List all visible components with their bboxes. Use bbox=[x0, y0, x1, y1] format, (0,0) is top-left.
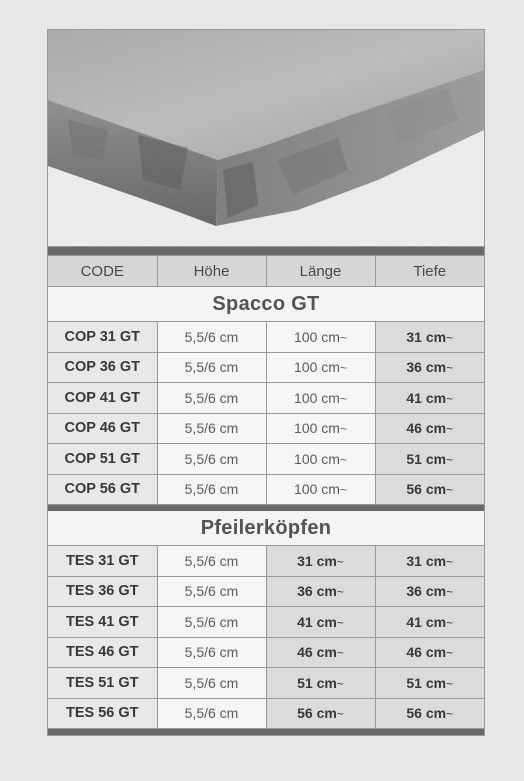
section-title-row bbox=[48, 287, 484, 322]
cell-hoehe-value: 5,5/6 cm bbox=[184, 644, 239, 661]
section-pfeilerkoepfen bbox=[48, 511, 484, 729]
table-row bbox=[48, 352, 484, 383]
stone-coping-photo bbox=[48, 30, 484, 247]
table-row bbox=[48, 322, 484, 353]
cell-laenge bbox=[266, 413, 375, 444]
cell-tiefe bbox=[375, 698, 484, 729]
table-row bbox=[48, 444, 484, 475]
cell-hoehe bbox=[157, 444, 266, 475]
dimensions-table bbox=[48, 255, 484, 505]
cell-code-value: COP 41 GT bbox=[64, 389, 140, 406]
cell-tiefe-value: 31 cm bbox=[406, 328, 447, 345]
cell-tiefe bbox=[375, 352, 484, 383]
cell-laenge bbox=[266, 607, 375, 638]
cell-tiefe-value: 46 cm bbox=[406, 644, 447, 661]
cell-hoehe bbox=[157, 668, 266, 699]
cell-hoehe bbox=[157, 413, 266, 444]
cell-tiefe-value: 56 cm bbox=[406, 705, 447, 722]
cell-laenge-value: 56 cm bbox=[297, 705, 337, 722]
approx-symbol: ~ bbox=[336, 554, 344, 569]
header-divider bbox=[48, 247, 484, 255]
cell-code bbox=[48, 352, 157, 383]
header-hoehe: Höhe bbox=[157, 256, 266, 287]
cell-hoehe-value: 5,5/6 cm bbox=[184, 450, 239, 467]
cell-laenge bbox=[266, 444, 375, 475]
cell-hoehe bbox=[157, 474, 266, 505]
approx-symbol: ~ bbox=[446, 361, 454, 376]
cell-tiefe bbox=[375, 413, 484, 444]
cell-code-value: TES 41 GT bbox=[65, 613, 139, 630]
cell-tiefe bbox=[375, 474, 484, 505]
cell-hoehe bbox=[157, 576, 266, 607]
approx-symbol: ~ bbox=[339, 422, 347, 437]
header-code: CODE bbox=[48, 256, 157, 287]
cell-tiefe-value: 56 cm bbox=[406, 481, 447, 498]
cell-hoehe bbox=[157, 546, 266, 577]
cell-laenge bbox=[266, 352, 375, 383]
cell-code bbox=[48, 322, 157, 353]
cell-laenge-value: 51 cm bbox=[297, 674, 337, 691]
cell-tiefe bbox=[375, 668, 484, 699]
cell-hoehe bbox=[157, 698, 266, 729]
cell-laenge bbox=[266, 668, 375, 699]
cell-hoehe bbox=[157, 322, 266, 353]
cell-tiefe-value: 36 cm bbox=[406, 583, 447, 600]
cell-laenge bbox=[266, 383, 375, 414]
cell-code-value: TES 56 GT bbox=[65, 705, 139, 722]
section-title: Spacco GT bbox=[48, 287, 484, 322]
header-tiefe: Tiefe bbox=[375, 256, 484, 287]
table-row bbox=[48, 698, 484, 729]
cell-hoehe-value: 5,5/6 cm bbox=[184, 613, 239, 630]
cell-code bbox=[48, 383, 157, 414]
approx-symbol: ~ bbox=[446, 422, 454, 437]
cell-tiefe-value: 51 cm bbox=[406, 674, 447, 691]
cell-laenge-value: 100 cm bbox=[294, 328, 340, 345]
cell-laenge-value: 100 cm bbox=[294, 420, 340, 437]
section-spacco bbox=[48, 287, 484, 505]
cell-tiefe-value: 51 cm bbox=[406, 450, 447, 467]
approx-symbol: ~ bbox=[446, 554, 454, 569]
cell-tiefe bbox=[375, 444, 484, 475]
approx-symbol: ~ bbox=[339, 391, 347, 406]
approx-symbol: ~ bbox=[339, 483, 347, 498]
approx-symbol: ~ bbox=[446, 646, 454, 661]
cell-hoehe-value: 5,5/6 cm bbox=[184, 389, 239, 406]
cell-code-value: COP 51 GT bbox=[64, 450, 140, 467]
cell-laenge bbox=[266, 474, 375, 505]
approx-symbol: ~ bbox=[446, 585, 454, 600]
cell-tiefe-value: 36 cm bbox=[406, 359, 447, 376]
cell-code bbox=[48, 698, 157, 729]
cell-code bbox=[48, 546, 157, 577]
cell-hoehe bbox=[157, 383, 266, 414]
cell-hoehe-value: 5,5/6 cm bbox=[184, 705, 239, 722]
approx-symbol: ~ bbox=[446, 676, 454, 691]
table-row bbox=[48, 576, 484, 607]
cell-laenge-value: 41 cm bbox=[297, 613, 337, 630]
cell-code bbox=[48, 576, 157, 607]
cell-hoehe-value: 5,5/6 cm bbox=[184, 674, 239, 691]
footer-divider bbox=[48, 729, 484, 735]
cell-code-value: COP 36 GT bbox=[64, 359, 140, 376]
cell-tiefe bbox=[375, 637, 484, 668]
product-sheet bbox=[47, 29, 485, 736]
cell-hoehe bbox=[157, 607, 266, 638]
cell-laenge-value: 46 cm bbox=[297, 644, 337, 661]
cell-code bbox=[48, 444, 157, 475]
cell-hoehe-value: 5,5/6 cm bbox=[184, 328, 239, 345]
cell-laenge bbox=[266, 576, 375, 607]
table-header-row bbox=[48, 256, 484, 287]
cell-code bbox=[48, 668, 157, 699]
cell-code bbox=[48, 413, 157, 444]
cell-code-value: TES 51 GT bbox=[65, 674, 139, 691]
section-title-row bbox=[48, 511, 484, 546]
cell-laenge-value: 36 cm bbox=[297, 583, 337, 600]
approx-symbol: ~ bbox=[336, 646, 344, 661]
approx-symbol: ~ bbox=[336, 676, 344, 691]
table-row bbox=[48, 383, 484, 414]
cell-code bbox=[48, 607, 157, 638]
table-row bbox=[48, 413, 484, 444]
cell-hoehe-value: 5,5/6 cm bbox=[184, 481, 239, 498]
cell-hoehe-value: 5,5/6 cm bbox=[184, 583, 239, 600]
header-laenge: Länge bbox=[266, 256, 375, 287]
table-row bbox=[48, 546, 484, 577]
cell-code-value: COP 56 GT bbox=[64, 481, 140, 498]
cell-tiefe-value: 31 cm bbox=[406, 552, 447, 569]
cell-laenge-value: 100 cm bbox=[294, 389, 340, 406]
cell-hoehe-value: 5,5/6 cm bbox=[184, 552, 239, 569]
approx-symbol: ~ bbox=[336, 707, 344, 722]
table-row bbox=[48, 668, 484, 699]
cell-tiefe bbox=[375, 576, 484, 607]
cell-code bbox=[48, 474, 157, 505]
cell-laenge bbox=[266, 698, 375, 729]
cell-code-value: TES 31 GT bbox=[65, 552, 139, 569]
cell-laenge-value: 100 cm bbox=[294, 481, 340, 498]
cell-code-value: COP 31 GT bbox=[64, 328, 140, 345]
approx-symbol: ~ bbox=[336, 585, 344, 600]
cell-tiefe bbox=[375, 383, 484, 414]
cell-tiefe bbox=[375, 546, 484, 577]
table-row bbox=[48, 607, 484, 638]
table-row bbox=[48, 637, 484, 668]
approx-symbol: ~ bbox=[339, 330, 347, 345]
cell-code-value: TES 46 GT bbox=[65, 644, 139, 661]
cell-laenge bbox=[266, 322, 375, 353]
table-row bbox=[48, 474, 484, 505]
approx-symbol: ~ bbox=[446, 707, 454, 722]
cell-tiefe-value: 46 cm bbox=[406, 420, 447, 437]
approx-symbol: ~ bbox=[446, 452, 454, 467]
cell-hoehe-value: 5,5/6 cm bbox=[184, 359, 239, 376]
cell-tiefe-value: 41 cm bbox=[406, 389, 447, 406]
cell-tiefe bbox=[375, 322, 484, 353]
approx-symbol: ~ bbox=[446, 483, 454, 498]
approx-symbol: ~ bbox=[446, 391, 454, 406]
approx-symbol: ~ bbox=[339, 361, 347, 376]
cell-hoehe bbox=[157, 637, 266, 668]
cell-tiefe bbox=[375, 607, 484, 638]
cell-code bbox=[48, 637, 157, 668]
cell-tiefe-value: 41 cm bbox=[406, 613, 447, 630]
cell-code-value: COP 46 GT bbox=[64, 420, 140, 437]
approx-symbol: ~ bbox=[446, 330, 454, 345]
dimensions-table-2 bbox=[48, 511, 484, 729]
cell-code-value: TES 36 GT bbox=[65, 583, 139, 600]
cell-hoehe bbox=[157, 352, 266, 383]
cell-laenge bbox=[266, 546, 375, 577]
approx-symbol: ~ bbox=[446, 615, 454, 630]
approx-symbol: ~ bbox=[339, 452, 347, 467]
cell-hoehe-value: 5,5/6 cm bbox=[184, 420, 239, 437]
cell-laenge-value: 100 cm bbox=[294, 359, 340, 376]
cell-laenge-value: 31 cm bbox=[297, 552, 337, 569]
cell-laenge bbox=[266, 637, 375, 668]
cell-laenge-value: 100 cm bbox=[294, 450, 340, 467]
section-title: Pfeilerköpfen bbox=[48, 511, 484, 546]
approx-symbol: ~ bbox=[336, 615, 344, 630]
